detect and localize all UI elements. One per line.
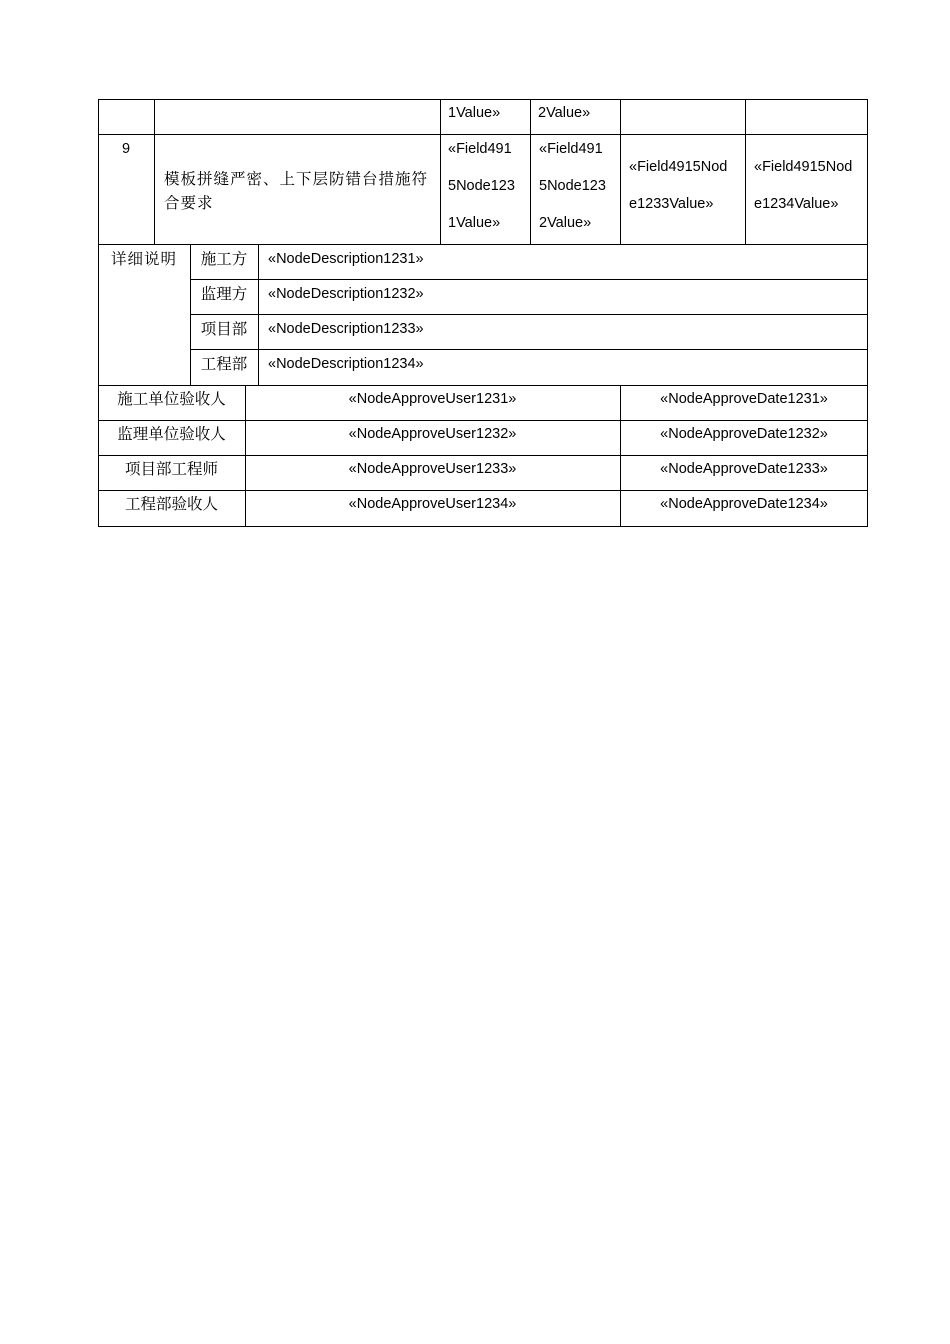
- approval-date: «NodeApproveDate1233»: [660, 461, 828, 477]
- row-b-value-3: [629, 158, 754, 213]
- approval-role: 项目部工程师: [124, 460, 218, 478]
- value-line: «Field4915Nod: [754, 159, 853, 175]
- grid-line: [190, 314, 868, 315]
- approval-user: «NodeApproveUser1234»: [348, 496, 517, 512]
- description-party-contractor: 施工方: [200, 250, 248, 268]
- value-line: «Field491: [539, 141, 603, 157]
- row-b-value-1: [448, 140, 538, 232]
- grid-line: [98, 420, 868, 421]
- grid-line: [98, 244, 868, 245]
- description-text-supervisor: «NodeDescription1232»: [268, 286, 424, 302]
- grid-line: [258, 244, 259, 386]
- approval-role: 监理单位验收人: [117, 425, 226, 443]
- grid-line: [530, 99, 531, 245]
- description-party-engineering: 工程部: [200, 355, 248, 373]
- value-line: 2Value»: [539, 215, 592, 231]
- value-line: e1234Value»: [754, 196, 839, 212]
- description-text-project: «NodeDescription1233»: [268, 321, 424, 337]
- approval-user: «NodeApproveUser1232»: [348, 426, 517, 442]
- approval-date: «NodeApproveDate1234»: [660, 496, 828, 512]
- grid-line: [98, 99, 99, 527]
- item-number: 9: [121, 141, 131, 157]
- grid-line: [98, 526, 868, 527]
- description-label: 详细说明: [110, 250, 177, 268]
- description-text-contractor: «NodeDescription1231»: [268, 251, 424, 267]
- approval-role: 工程部验收人: [124, 495, 218, 513]
- grid-line: [98, 455, 868, 456]
- grid-line: [620, 385, 621, 527]
- grid-line: [745, 99, 746, 245]
- value-line: 1Value»: [448, 215, 501, 231]
- value-line: «Field4915Nod: [629, 159, 728, 175]
- approval-role: 施工单位验收人: [117, 390, 226, 408]
- grid-line: [98, 490, 868, 491]
- grid-line: [620, 99, 621, 245]
- approval-user: «NodeApproveUser1231»: [348, 391, 517, 407]
- row-a-value-2: [538, 104, 628, 122]
- item-description: 模板拼缝严密、上下层防错台措施符合要求: [164, 170, 429, 212]
- grid-line: [98, 134, 868, 135]
- approval-user: «NodeApproveUser1233»: [348, 461, 517, 477]
- inspection-table: [98, 99, 868, 527]
- description-party-project: 项目部: [200, 320, 248, 338]
- description-text-engineering: «NodeDescription1234»: [268, 356, 424, 372]
- grid-line: [867, 99, 868, 527]
- value-line: 1Value»: [448, 105, 501, 121]
- value-line: e1233Value»: [629, 196, 714, 212]
- value-line: 5Node123: [448, 178, 515, 194]
- value-line: 2Value»: [538, 105, 591, 121]
- grid-line: [98, 385, 868, 386]
- value-line: 5Node123: [539, 178, 606, 194]
- value-line: «Field491: [448, 141, 512, 157]
- grid-line: [440, 99, 441, 245]
- row-a-value-1: [448, 104, 538, 122]
- grid-line: [98, 99, 868, 100]
- grid-line: [245, 385, 246, 527]
- approval-date: «NodeApproveDate1232»: [660, 426, 828, 442]
- grid-line: [190, 279, 868, 280]
- row-b-value-4: [754, 158, 868, 213]
- grid-line: [190, 244, 191, 386]
- row-b-value-2: [539, 140, 629, 232]
- description-party-supervisor: 监理方: [200, 285, 248, 303]
- grid-line: [190, 349, 868, 350]
- grid-line: [154, 99, 155, 245]
- approval-date: «NodeApproveDate1231»: [660, 391, 828, 407]
